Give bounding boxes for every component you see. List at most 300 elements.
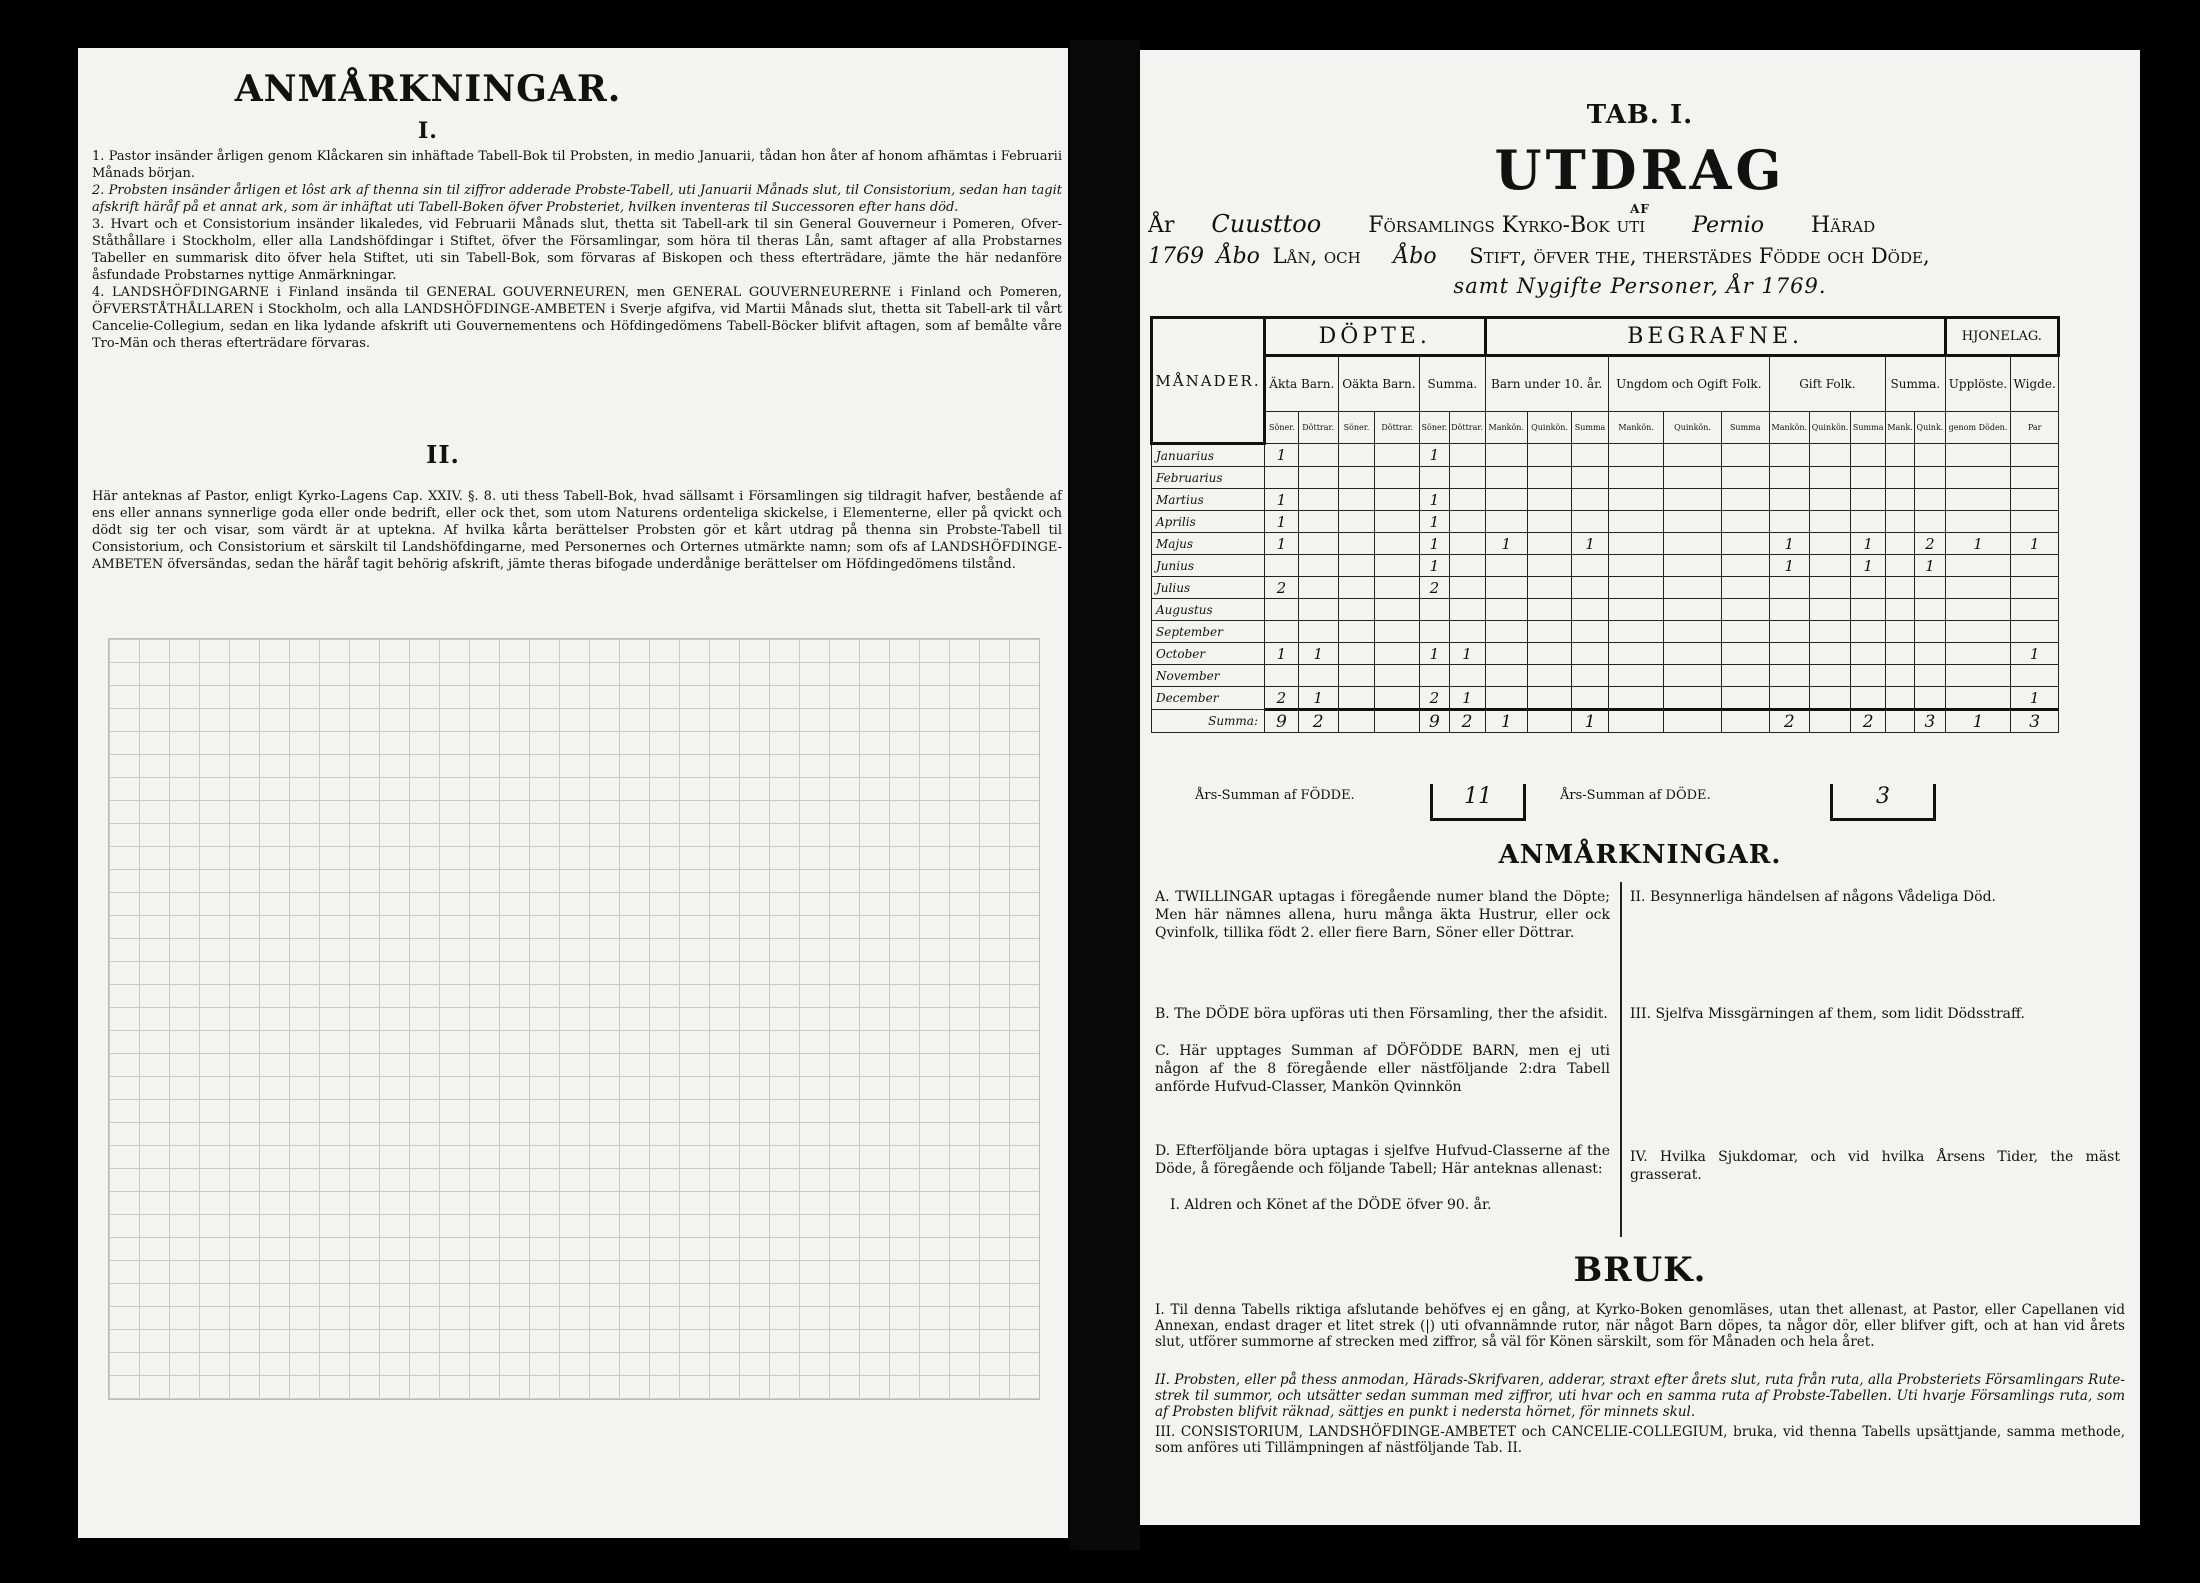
- tally-cell: [1449, 444, 1485, 467]
- subheader-cell: Oäkta Barn.: [1338, 356, 1420, 412]
- register-table: [1150, 316, 2060, 733]
- tally-cell: [1420, 665, 1449, 687]
- summa-cell: 2: [1449, 710, 1485, 733]
- summa-cell: [1809, 710, 1851, 733]
- bruk-1: I. Til denna Tabells riktiga afslutande behöfves ej en gång, at Kyrko-Boken genomläses, utan thet allenast, at Pastor, eller Capellanen vid Annexan, endast drager et litet strek (|) uti ofvannämnde rutor, när något Barn döpes, ta någor dör, eller blifver gift, och at han vid årets slut, utförer summorne af strecken med ziffror, så väl för Könen särskilt, som för Månaden och hela året.: [1155, 1302, 2125, 1350]
- tally-cell: [1265, 599, 1299, 621]
- tally-cell: [2011, 555, 2059, 577]
- tally-cell: [1608, 489, 1663, 511]
- tally-cell: [1851, 467, 1886, 489]
- tally-cell: 1: [1851, 555, 1886, 577]
- summa-cell: 1: [1945, 710, 2011, 733]
- month-row: [1152, 665, 2059, 687]
- tally-cell: [1608, 467, 1663, 489]
- tally-cell: [1265, 621, 1299, 643]
- tally-cell: [1721, 577, 1769, 599]
- blank-grid: [108, 638, 1040, 1400]
- tally-cell: [1915, 621, 1946, 643]
- leaf-header-cell: Döttrar.: [1298, 412, 1338, 444]
- tally-cell: [1721, 621, 1769, 643]
- month-name: Julius: [1152, 577, 1265, 599]
- tally-cell: [1449, 577, 1485, 599]
- tally-cell: [2011, 467, 2059, 489]
- tally-cell: [1572, 599, 1609, 621]
- tally-cell: [1485, 599, 1528, 621]
- tally-cell: [1298, 555, 1338, 577]
- leaf-header-cell: Mankön.: [1769, 412, 1809, 444]
- tally-cell: [1528, 643, 1572, 665]
- tally-cell: [1769, 687, 1809, 710]
- tally-cell: [1769, 444, 1809, 467]
- tally-cell: [1664, 467, 1721, 489]
- tally-cell: [1664, 511, 1721, 533]
- tally-cell: [1485, 555, 1528, 577]
- tally-cell: [1721, 643, 1769, 665]
- leaf-header-cell: Quinkön.: [1664, 412, 1721, 444]
- tally-cell: [1528, 687, 1572, 710]
- year-handwritten: 1769: [1148, 244, 1204, 269]
- leaf-header-cell: Par: [2011, 412, 2059, 444]
- tally-cell: [1338, 511, 1375, 533]
- tally-cell: [1809, 533, 1851, 555]
- tally-cell: [1608, 599, 1663, 621]
- leaf-header-cell: genom Döden.: [1945, 412, 2011, 444]
- month-row: [1152, 467, 2059, 489]
- tally-cell: [1572, 687, 1609, 710]
- month-name: Majus: [1152, 533, 1265, 555]
- tally-cell: [1721, 467, 1769, 489]
- tally-cell: 1: [2011, 533, 2059, 555]
- tally-cell: [1721, 599, 1769, 621]
- tally-cell: [1664, 599, 1721, 621]
- tally-cell: [1528, 599, 1572, 621]
- sub-header-row: [1152, 356, 2059, 412]
- tally-cell: [1886, 643, 1915, 665]
- tally-cell: [1721, 555, 1769, 577]
- tally-cell: [1721, 687, 1769, 710]
- tally-cell: [1572, 467, 1609, 489]
- tally-cell: [1721, 665, 1769, 687]
- tally-cell: 1: [1298, 687, 1338, 710]
- tally-cell: [1809, 621, 1851, 643]
- tally-cell: [1664, 533, 1721, 555]
- tally-cell: [1608, 577, 1663, 599]
- section-2-heading: II.: [426, 440, 460, 469]
- summa-cell: [1608, 710, 1663, 733]
- summa-cell: 9: [1265, 710, 1299, 733]
- tally-cell: [1664, 621, 1721, 643]
- tally-cell: [1886, 489, 1915, 511]
- tally-cell: [1608, 665, 1663, 687]
- tally-cell: [1375, 511, 1420, 533]
- month-name: November: [1152, 665, 1265, 687]
- stift-handwritten: Åbo: [1393, 244, 1437, 269]
- notes-divider: [1620, 882, 1622, 1237]
- month-rows: [1152, 444, 2059, 733]
- month-row: [1152, 444, 2059, 467]
- tally-cell: [1449, 555, 1485, 577]
- ars-fodde-value: 11: [1430, 784, 1526, 821]
- tally-cell: [1886, 599, 1915, 621]
- tally-cell: [1449, 489, 1485, 511]
- tally-cell: [1375, 444, 1420, 467]
- tally-cell: [1375, 599, 1420, 621]
- tally-cell: [1945, 467, 2011, 489]
- leaf-header-cell: Quinkön.: [1809, 412, 1851, 444]
- month-row: [1152, 489, 2059, 511]
- tally-cell: [1298, 533, 1338, 555]
- tally-cell: 1: [1265, 511, 1299, 533]
- parish-handwritten: Cuusttoo: [1211, 210, 1322, 238]
- subheader-cell: Upplöste.: [1945, 356, 2011, 412]
- tally-cell: [1886, 511, 1915, 533]
- tally-cell: [1375, 577, 1420, 599]
- summa-cell: 2: [1298, 710, 1338, 733]
- tally-cell: [1945, 643, 2011, 665]
- tally-cell: [1886, 577, 1915, 599]
- subheader-cell: Ungdom och Ogift Folk.: [1608, 356, 1769, 412]
- tally-cell: [1572, 665, 1609, 687]
- month-row: [1152, 511, 2059, 533]
- paragraph-2: 2. Probsten insänder årligen et lôst ark af thenna sin til ziffror adderade Probste-Tabell, uti Januarii Månads slut, til Consistorium, sedan han tagit afskrift häråf på et annat ark, som är inhäftat uti Tabell-Boken öfver Probsteriet, hvilken inventeras til Successoren efter hans död.: [92, 183, 1062, 215]
- tally-cell: 2: [1420, 687, 1449, 710]
- tally-cell: [1528, 577, 1572, 599]
- tally-cell: [1809, 555, 1851, 577]
- tally-cell: [1485, 511, 1528, 533]
- tally-cell: [2011, 599, 2059, 621]
- tally-cell: [1375, 555, 1420, 577]
- forsamlings-label: Församlings Kyrko-Bok uti: [1368, 213, 1646, 238]
- subheader-cell: Äkta Barn.: [1265, 356, 1339, 412]
- tally-cell: [1572, 643, 1609, 665]
- tally-cell: [1809, 599, 1851, 621]
- utdrag-title: UTDRAG: [1494, 138, 1786, 202]
- summa-cell: [1664, 710, 1721, 733]
- subheader-cell: Wigde.: [2011, 356, 2059, 412]
- tally-cell: 1: [1420, 533, 1449, 555]
- tally-cell: [1572, 489, 1609, 511]
- tally-cell: [1915, 643, 1946, 665]
- tally-cell: [1809, 467, 1851, 489]
- ars-dode-value: 3: [1830, 784, 1936, 821]
- tally-cell: 1: [1420, 643, 1449, 665]
- paragraph-3: 3. Hvart och et Consistorium insänder likaledes, vid Februarii Månads slut, thetta sit Tabell-ark til sin General Gouverneur i Pomeren, Ofver-Ståthållare i Stockholm, eller alla Landshöfdingar i Stiftet, öfver the Församlingar, som höra til theras Lån, samt aftager af alla Probstarnes Tabeller en summarisk dito öfver hela Stiftet, uti sin Tabell-Bok, som förvaras af Biskopen och thess efterträdare, jämte the här nedanföre åsfundade Probstarnes nyttige Anmärkningar.: [92, 217, 1062, 283]
- tally-cell: [1449, 665, 1485, 687]
- tally-cell: [1298, 444, 1338, 467]
- tally-cell: [1608, 687, 1663, 710]
- tally-cell: [1608, 533, 1663, 555]
- leaf-header-cell: Quink.: [1915, 412, 1946, 444]
- tally-cell: [1721, 511, 1769, 533]
- note-a: A. TWILLINGAR uptagas i föregående numer bland the Döpte; Men här nämnes allena, huru många äkta Hustrur, eller ock Qvinfolk, tillika födt 2. eller fiere Barn, Söner eller Döttrar.: [1155, 889, 1610, 941]
- tally-cell: [1572, 555, 1609, 577]
- tally-cell: [1449, 533, 1485, 555]
- tally-cell: [1721, 533, 1769, 555]
- tally-cell: [1338, 577, 1375, 599]
- tally-cell: [1664, 577, 1721, 599]
- bruk-title: BRUK.: [1573, 1250, 1707, 1290]
- tally-cell: [1945, 444, 2011, 467]
- tally-cell: [1945, 577, 2011, 599]
- left-title: ANMÅRKNINGAR.: [234, 68, 622, 110]
- section-1-heading: I.: [418, 118, 438, 144]
- note-r4: IV. Hvilka Sjukdomar, och vid hvilka Årsens Tider, the mäst grasserat.: [1630, 1149, 2120, 1183]
- tally-cell: [1721, 444, 1769, 467]
- tally-cell: [1298, 489, 1338, 511]
- tally-cell: 1: [1420, 555, 1449, 577]
- tally-cell: [1608, 621, 1663, 643]
- tally-cell: [2011, 577, 2059, 599]
- summa-cell: 3: [2011, 710, 2059, 733]
- leaf-header-cell: Mankön.: [1485, 412, 1528, 444]
- note-r2: II. Besynnerliga händelsen af någons Vådeliga Död.: [1630, 889, 1996, 905]
- subheader-cell: Barn under 10. år.: [1485, 356, 1608, 412]
- tally-cell: [1298, 665, 1338, 687]
- month-row: [1152, 555, 2059, 577]
- tally-cell: [1528, 467, 1572, 489]
- notes-title: ANMÅRKNINGAR.: [1498, 840, 1782, 870]
- instructions-block: [92, 148, 1062, 352]
- month-row: [1152, 643, 2059, 665]
- tally-cell: 1: [1769, 555, 1809, 577]
- tally-cell: [1485, 621, 1528, 643]
- tally-cell: [1945, 621, 2011, 643]
- leaf-header-cell: Söner.: [1338, 412, 1375, 444]
- subheader-cell: Gift Folk.: [1769, 356, 1885, 412]
- tally-cell: 1: [2011, 687, 2059, 710]
- tally-cell: 1: [1449, 643, 1485, 665]
- leaf-header-cell: Söner.: [1420, 412, 1449, 444]
- tally-cell: [1608, 555, 1663, 577]
- tally-cell: [1915, 599, 1946, 621]
- tally-cell: [1769, 599, 1809, 621]
- tally-cell: [1338, 687, 1375, 710]
- leaf-header-cell: Summa: [1721, 412, 1769, 444]
- tally-cell: [1886, 687, 1915, 710]
- summa-cell: 3: [1915, 710, 1946, 733]
- tally-cell: [1298, 467, 1338, 489]
- month-name: Martius: [1152, 489, 1265, 511]
- tally-cell: 1: [1945, 533, 2011, 555]
- tally-cell: [1851, 599, 1886, 621]
- tally-cell: [1851, 489, 1886, 511]
- tally-cell: [1664, 687, 1721, 710]
- leaf-header-cell: Summa: [1572, 412, 1609, 444]
- tally-cell: [1485, 489, 1528, 511]
- ar-label: År: [1148, 213, 1175, 238]
- summa-row: [1152, 710, 2059, 733]
- tally-cell: [1809, 643, 1851, 665]
- month-name: Augustus: [1152, 599, 1265, 621]
- leaf-header-cell: Mank.: [1886, 412, 1915, 444]
- tally-cell: [1572, 577, 1609, 599]
- tally-cell: 2: [1265, 577, 1299, 599]
- tally-cell: [1915, 489, 1946, 511]
- summa-cell: [1886, 710, 1915, 733]
- tally-cell: [1528, 489, 1572, 511]
- summa-cell: [1528, 710, 1572, 733]
- tally-cell: [1485, 687, 1528, 710]
- tally-cell: 1: [1420, 489, 1449, 511]
- tally-cell: [1851, 444, 1886, 467]
- leaf-header-row: [1152, 412, 2059, 444]
- month-name: Aprilis: [1152, 511, 1265, 533]
- month-name: Junius: [1152, 555, 1265, 577]
- tally-cell: [1298, 577, 1338, 599]
- tally-cell: 1: [1265, 489, 1299, 511]
- summa-cell: 9: [1420, 710, 1449, 733]
- ars-dode-label: Års-Summan af DÖDE.: [1560, 788, 1711, 803]
- tally-cell: 1: [1449, 687, 1485, 710]
- leaf-header-cell: Quinkön.: [1528, 412, 1572, 444]
- tally-cell: [1886, 555, 1915, 577]
- ars-fodde-label: Års-Summan af FÖDDE.: [1195, 788, 1355, 803]
- lan-label: Lån, och: [1272, 244, 1361, 268]
- tally-cell: [1265, 467, 1299, 489]
- note-c: C. Här upptages Summan af DÖFÖDDE BARN, men ej uti någon af the 8 föregående eller nästföljande 2:dra Tabell anförde Hufvud-Classer, Mankön Qvinnkön: [1155, 1043, 1610, 1095]
- month-row: [1152, 687, 2059, 710]
- tally-cell: [1375, 665, 1420, 687]
- tally-cell: [2011, 489, 2059, 511]
- tally-cell: [1809, 511, 1851, 533]
- tally-cell: [1572, 621, 1609, 643]
- tally-cell: [1485, 444, 1528, 467]
- tally-cell: [1485, 577, 1528, 599]
- tally-cell: [1809, 444, 1851, 467]
- tally-cell: [1338, 555, 1375, 577]
- month-name: October: [1152, 643, 1265, 665]
- tally-cell: [1528, 621, 1572, 643]
- tally-cell: [1664, 444, 1721, 467]
- col-dopte: DÖPTE.: [1265, 318, 1486, 356]
- tally-cell: [1769, 665, 1809, 687]
- tally-cell: [1851, 577, 1886, 599]
- tally-cell: [1528, 533, 1572, 555]
- left-page: [78, 48, 1068, 1538]
- tally-cell: [1769, 643, 1809, 665]
- tally-cell: [1945, 489, 2011, 511]
- bruk-2: II. Probsten, eller på thess anmodan, Härads-Skrifvaren, adderar, straxt efter årets slut, ruta från ruta, alla Probsteriets Församlingars Rute-strek til summor, och utsätter sedan summan med ziffror, uti hvar och en samma ruta af Probste-Tabellen. Uti hvarje Församlings ruta, som af Probsten blifvit räknad, sättjes en punkt i nedersta hörnet, för minnets skul.: [1155, 1372, 2125, 1420]
- summa-cell: [1721, 710, 1769, 733]
- af-label: AF: [1630, 202, 1650, 216]
- note-d1: I. Aldren och Könet af the DÖDE öfver 90. år.: [1170, 1197, 1492, 1213]
- tally-cell: [1608, 511, 1663, 533]
- tally-cell: [1420, 467, 1449, 489]
- tally-cell: [1915, 687, 1946, 710]
- tally-cell: [1886, 665, 1915, 687]
- tally-cell: [1809, 687, 1851, 710]
- summa-cell: 1: [1572, 710, 1609, 733]
- tally-cell: [1945, 555, 2011, 577]
- tally-cell: 1: [1420, 511, 1449, 533]
- tally-cell: [1420, 621, 1449, 643]
- tally-cell: [1375, 467, 1420, 489]
- harad-label: Härad: [1811, 213, 1876, 238]
- month-row: [1152, 621, 2059, 643]
- book-spine: [1070, 40, 1140, 1550]
- month-name: December: [1152, 687, 1265, 710]
- tally-cell: [2011, 621, 2059, 643]
- tally-cell: [2011, 444, 2059, 467]
- header-line-2: [1148, 244, 2138, 269]
- tally-cell: 1: [1485, 533, 1528, 555]
- leaf-header-cell: Döttrar.: [1449, 412, 1485, 444]
- tally-cell: 1: [1572, 533, 1609, 555]
- tally-cell: [1338, 533, 1375, 555]
- tally-cell: [1945, 511, 2011, 533]
- tally-cell: [1915, 444, 1946, 467]
- tally-cell: [1375, 687, 1420, 710]
- leaf-header-cell: Mankön.: [1608, 412, 1663, 444]
- header-line-1: [1148, 210, 2138, 238]
- harad-handwritten: Pernio: [1692, 213, 1764, 238]
- tally-cell: [1915, 467, 1946, 489]
- tally-cell: [1375, 489, 1420, 511]
- leaf-header-cell: Summa: [1851, 412, 1886, 444]
- tally-cell: [1449, 467, 1485, 489]
- summa-label: Summa:: [1152, 710, 1265, 733]
- tally-cell: [1449, 621, 1485, 643]
- col-manader: MÅNADER.: [1152, 318, 1265, 444]
- summa-cell: [1338, 710, 1375, 733]
- tally-cell: [1769, 511, 1809, 533]
- tally-cell: 1: [1420, 444, 1449, 467]
- tally-cell: [1485, 643, 1528, 665]
- tally-cell: [1572, 511, 1609, 533]
- summa-cell: [1375, 710, 1420, 733]
- tally-cell: [2011, 665, 2059, 687]
- tally-cell: [1265, 555, 1299, 577]
- tally-cell: [1338, 665, 1375, 687]
- tally-cell: [1608, 643, 1663, 665]
- tally-cell: [1664, 555, 1721, 577]
- tally-cell: [1449, 511, 1485, 533]
- note-b: B. The DÖDE böra upföras uti then Församling, ther the afsidit.: [1155, 1006, 1608, 1022]
- tally-cell: [1851, 643, 1886, 665]
- tally-cell: [1528, 511, 1572, 533]
- tally-cell: [1851, 511, 1886, 533]
- tally-cell: [1664, 489, 1721, 511]
- tally-cell: [1769, 621, 1809, 643]
- tally-cell: [1721, 489, 1769, 511]
- note-r3: III. Sjelfva Missgärningen af them, som lidit Dödsstraff.: [1630, 1006, 2025, 1022]
- leaf-header-cell: Döttrar.: [1375, 412, 1420, 444]
- tally-cell: 1: [1298, 643, 1338, 665]
- month-row: [1152, 577, 2059, 599]
- tally-cell: [1945, 687, 2011, 710]
- tally-cell: [1886, 621, 1915, 643]
- tally-cell: [1338, 489, 1375, 511]
- tally-cell: 1: [1769, 533, 1809, 555]
- leaf-header-cell: Söner.: [1265, 412, 1299, 444]
- right-page: [1140, 50, 2140, 1525]
- tally-cell: 2: [1265, 687, 1299, 710]
- tally-cell: [1528, 555, 1572, 577]
- tally-cell: [1915, 511, 1946, 533]
- month-row: [1152, 533, 2059, 555]
- tally-cell: 1: [2011, 643, 2059, 665]
- tally-cell: [2011, 511, 2059, 533]
- summa-cell: 1: [1485, 710, 1528, 733]
- header-line-3: samt Nygifte Personer, År 1769.: [1453, 274, 1827, 298]
- tally-cell: [1485, 665, 1528, 687]
- tally-cell: [1608, 444, 1663, 467]
- tally-cell: [1851, 665, 1886, 687]
- tally-cell: [1298, 599, 1338, 621]
- tally-cell: [1769, 489, 1809, 511]
- tally-cell: [1338, 599, 1375, 621]
- lan-handwritten: Åbo: [1216, 244, 1260, 269]
